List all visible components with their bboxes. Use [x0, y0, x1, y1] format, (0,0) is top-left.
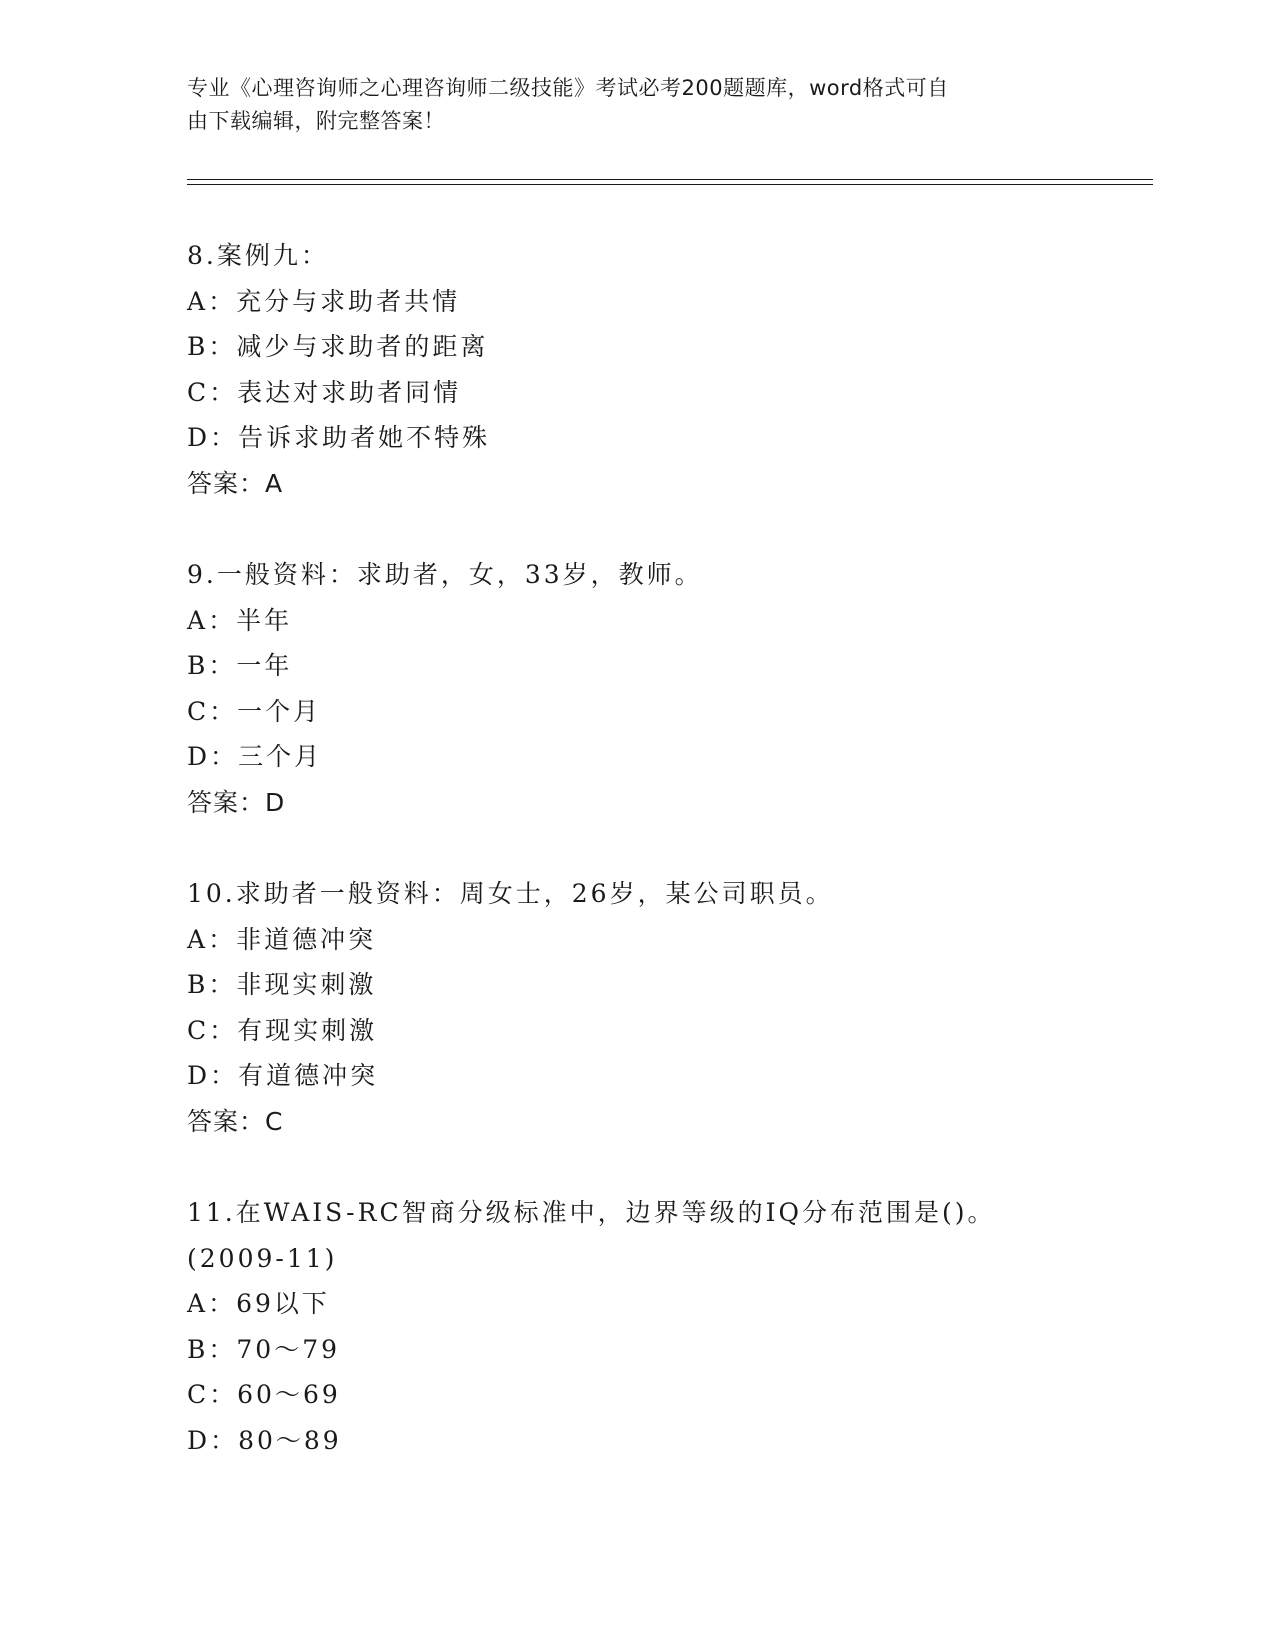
option-d [187, 415, 1167, 461]
option-text: 半年 [236, 605, 293, 635]
answer-value: D [265, 787, 286, 817]
option-letter: D [187, 742, 211, 771]
option-separator: ： [209, 696, 238, 726]
option-a [187, 917, 1167, 963]
option-text: 一年 [236, 651, 293, 680]
option-letter: D [187, 1061, 211, 1090]
option-d [187, 1418, 1167, 1464]
header-line-2: 由下载编辑，附完整答案！ [187, 109, 445, 133]
option-letter: B [187, 332, 209, 361]
question-list [187, 233, 1167, 1509]
option-separator: ： [209, 377, 238, 407]
option-b [187, 962, 1167, 1008]
option-text: 告诉求助者她不特殊 [238, 423, 491, 452]
option-separator: ： [209, 1380, 238, 1409]
option-text: 一个月 [237, 696, 322, 726]
option-letter: A [187, 1289, 209, 1318]
option-c [187, 370, 1167, 416]
question-block [187, 871, 1167, 1144]
answer-line [187, 1099, 1167, 1145]
option-separator: ： [208, 286, 237, 316]
option-b [187, 324, 1167, 370]
option-letter: C [187, 1380, 210, 1409]
option-text: 非现实刺激 [236, 970, 377, 999]
option-text: 80～89 [238, 1425, 342, 1455]
option-a [187, 1281, 1167, 1327]
option-letter: A [187, 286, 209, 316]
option-text: 充分与求助者共情 [236, 286, 461, 316]
option-separator: ： [210, 1061, 239, 1090]
option-separator: ： [208, 332, 237, 361]
question-block [187, 233, 1167, 506]
answer-label: 答案： [187, 468, 266, 498]
question-stem: 8.案例九： [187, 241, 329, 270]
option-letter: D [187, 1425, 211, 1455]
option-text: 表达对求助者同情 [237, 377, 462, 407]
option-letter: B [187, 1334, 209, 1364]
option-text: 非道德冲突 [236, 924, 377, 954]
option-text: 70～79 [236, 1334, 341, 1364]
option-b [187, 643, 1167, 689]
option-letter: A [187, 605, 209, 635]
option-a [187, 279, 1167, 325]
question-stem: 11.在WAIS-RC智商分级标准中，边界等级的IQ分布范围是()。 [187, 1198, 996, 1227]
option-c [187, 689, 1167, 735]
answer-line [187, 780, 1167, 826]
option-text: 有现实刺激 [237, 1015, 378, 1045]
answer-label: 答案： [187, 1106, 266, 1136]
option-text: 69以下 [236, 1289, 330, 1318]
option-letter: C [187, 1015, 210, 1045]
option-letter: D [187, 423, 211, 452]
option-d [187, 734, 1167, 780]
option-separator: ： [208, 970, 237, 999]
question-block [187, 552, 1167, 825]
option-letter: A [187, 924, 209, 954]
option-a [187, 598, 1167, 644]
header-divider-top [187, 179, 1153, 180]
header-line-1: 专业《心理咨询师之心理咨询师二级技能》考试必考200题题库，word格式可自 [187, 76, 949, 100]
option-separator: ： [208, 1289, 237, 1318]
answer-value: C [265, 1106, 284, 1136]
option-d [187, 1053, 1167, 1099]
option-b [187, 1327, 1167, 1373]
option-letter: B [187, 651, 209, 680]
answer-label: 答案： [187, 787, 266, 817]
option-separator: ： [208, 605, 237, 635]
option-c [187, 1008, 1167, 1054]
answer-line [187, 461, 1167, 507]
option-letter: B [187, 970, 209, 999]
option-text: 60～69 [237, 1380, 341, 1409]
option-separator: ： [210, 1425, 239, 1455]
question-stem: 9.一般资料：求助者，女，33岁，教师。 [187, 560, 703, 589]
option-separator: ： [208, 924, 237, 954]
question-stem: (2009-11) [187, 1243, 338, 1273]
header-divider-bottom [187, 184, 1153, 185]
option-text: 三个月 [238, 742, 323, 771]
option-letter: C [187, 377, 210, 407]
question-block [187, 1190, 1167, 1463]
option-text: 减少与求助者的距离 [236, 332, 489, 361]
answer-value: A [265, 468, 284, 498]
option-separator: ： [210, 423, 239, 452]
option-separator: ： [210, 742, 239, 771]
option-c [187, 1372, 1167, 1418]
question-stem: 10.求助者一般资料：周女士，26岁，某公司职员。 [187, 879, 834, 908]
document-header [187, 72, 1067, 138]
option-letter: C [187, 696, 210, 726]
option-text: 有道德冲突 [238, 1061, 379, 1090]
option-separator: ： [208, 1334, 237, 1364]
option-separator: ： [208, 651, 237, 680]
option-separator: ： [209, 1015, 238, 1045]
